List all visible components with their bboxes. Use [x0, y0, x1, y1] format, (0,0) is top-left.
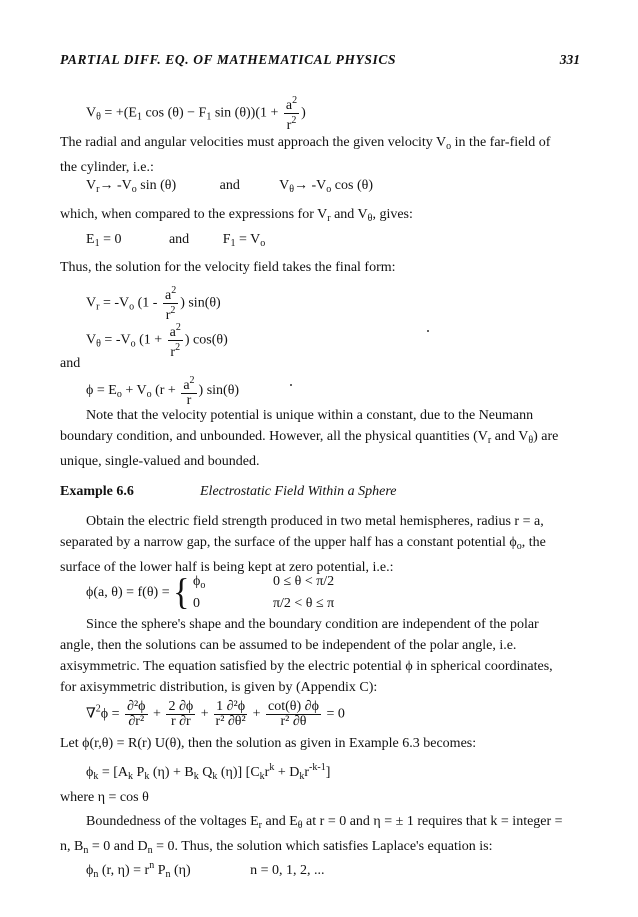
paragraph-comparison: which, when compared to the expressions for $V_r$ and $V_\theta$, gives: — [60, 207, 413, 224]
equation-phik: $\phi_k = [A_k$ $P_k$ $(\eta) + B_k$ $Q_k$ (η)] $[C_kr^k + D_kr^{-k-1}]$ — [86, 762, 331, 782]
example-subtitle: Electrostatic Field Within a Sphere — [200, 484, 397, 499]
left-brace: { — [173, 572, 190, 613]
page-number: 331 — [559, 52, 580, 67]
equation-vtheta-final: $V_\theta = -V_o$ (1 + $\frac{a^2}{r^2}$ ) cos(θ) — [86, 322, 228, 360]
fraction: $\frac{a^2}{r^2}$ — [285, 95, 298, 133]
paragraph-axisymmetric: Since the sphere's shape and the boundary condition are independent of the polar angle, then the solutions can be assumed to be independent of the polar angle, i.e. axisymmetric. The equation satisfied by the electric potential ϕ in spherical coordinates, for axisymmetric distribution, is given by (Appendix C): — [60, 617, 553, 695]
equation-boundary-condition: ϕ(a, θ) = f(θ) = { $\phi_o$ 0 ≤ θ < π/2 0 π/2 < θ ≤ π — [86, 572, 335, 613]
equation-phi-final: $\phi = E_o + V_o$ (r + $\frac{a^2}{r}$ ) sin(θ) — [86, 375, 240, 408]
speck-mark — [427, 330, 429, 332]
paragraph-farfield-intro: The radial and angular velocities must approach the given velocity $V_o$ in the far-field of the cylinder, i.e.: — [60, 135, 551, 175]
paragraph-uniqueness: Note that the velocity potential is unique within a constant, due to the Neumann boundary condition, and unbounded. However, all the physical quantities ($V_r$ and $V_\theta$) are unique, single-valued and bounded. — [60, 408, 559, 469]
equation-constants: $E_1 = 0$ and $F_1 = V_o$ — [86, 232, 266, 249]
equation-phin: $\phi_n$ (r, $\eta) = r^n$ $P_n$ (η) n = 0, 1, 2, ... — [86, 860, 325, 880]
and-word: and — [60, 356, 81, 371]
equation-vtheta-general: $V_\theta = +(E_1$ $\cos (\theta) - F_1$ sin (θ))(1 + $\frac{a^2}{r^2}$ ) — [86, 95, 306, 133]
example-label: Example 6.6 — [60, 484, 134, 499]
paragraph-eta-def: where η = cos θ — [60, 790, 149, 805]
speck-mark — [290, 384, 292, 386]
piecewise-cases: $\phi_o$ 0 ≤ θ < π/2 0 π/2 < θ ≤ π — [192, 574, 335, 611]
paragraph-boundedness: Boundedness of the voltages $E_r$ and $E_\theta$ at r = 0 and η = ± 1 requires that k = integer = n, $B_n = 0$ and $D_n = 0$. Thus, the solution which satisfies Laplace's equation is: — [60, 814, 563, 856]
equation-vr-final: $V_r = -V_o$ (1 - $\frac{a^2}{r^2}$ ) sin(θ) — [86, 285, 221, 323]
running-title: PARTIAL DIFF. EQ. OF MATHEMATICAL PHYSICS — [60, 52, 397, 67]
paragraph-separation: Let ϕ(r,θ) = R(r) U(θ), then the solution as given in Example 6.3 becomes: — [60, 736, 477, 751]
equation-laplace: ∇$^2$ϕ = $\frac{\text{∂²ϕ}}{\text{∂r²}}$ + $\frac{2 \partial\phi}{r \partial r}$ + $\frac{\text{1 ∂²ϕ}}{\text{r² ∂θ²}}$ + $\frac{\cot(\theta) \partial\phi}{\text{r² ∂θ}}$ = 0 — [86, 699, 345, 729]
equation-farfield: $V_r\to -V_o$ sin (θ) and $V_\theta\to -V_o$ cos (θ) — [86, 178, 373, 195]
paragraph-final-form: Thus, the solution for the velocity field takes the final form: — [60, 260, 396, 275]
paragraph-problem-statement: Obtain the electric field strength produced in two metal hemispheres, radius r = a, separated by a narrow gap, the surface of the upper half has a constant potential $\phi_o$, the surface of the lower half is being kept at zero potential, i.e.: — [60, 514, 546, 575]
